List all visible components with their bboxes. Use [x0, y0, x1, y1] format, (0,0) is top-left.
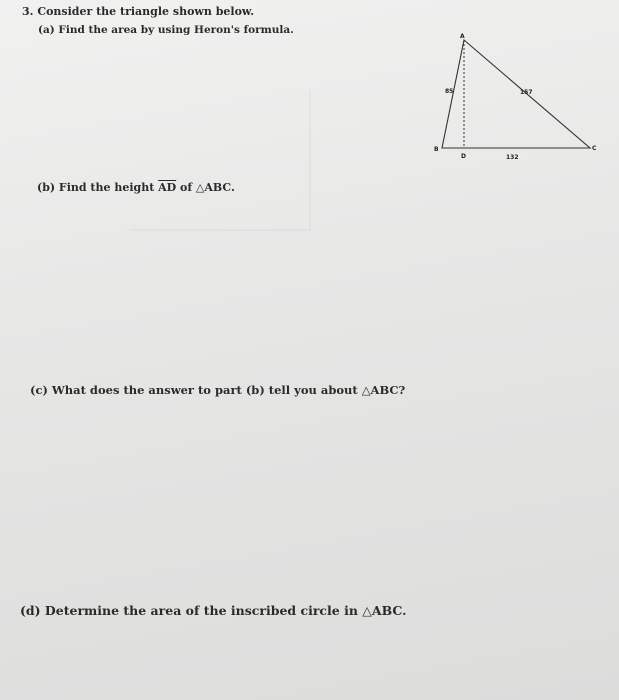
side-dc-label: 132	[506, 154, 519, 161]
vertex-b-label: B	[434, 146, 439, 153]
part-b-prefix: (b) Find the height	[37, 181, 159, 194]
part-c-prompt: (c) What does the answer to part (b) tell you about △ABC?	[30, 383, 406, 397]
question-header: 3. Consider the triangle shown below.	[22, 5, 255, 18]
point-d-label: D	[461, 153, 466, 160]
part-a-prompt: (a) Find the area by using Heron's formula.	[38, 24, 294, 36]
segment-ad: $\overline{AD}$	[158, 181, 177, 194]
triangle-figure	[420, 30, 610, 170]
vertex-c-label: C	[592, 145, 597, 152]
part-b-prompt	[37, 181, 235, 194]
side-ab-label: 85	[445, 88, 454, 95]
part-b-suffix: of △ABC.	[176, 181, 235, 194]
vertex-a-label: A	[460, 33, 465, 40]
side-ac-label: 157	[520, 89, 533, 96]
part-d-prompt: (d) Determine the area of the inscribed circle in △ABC.	[20, 603, 407, 618]
triangle-diagram	[420, 30, 610, 170]
show-through-triangle	[120, 80, 320, 240]
